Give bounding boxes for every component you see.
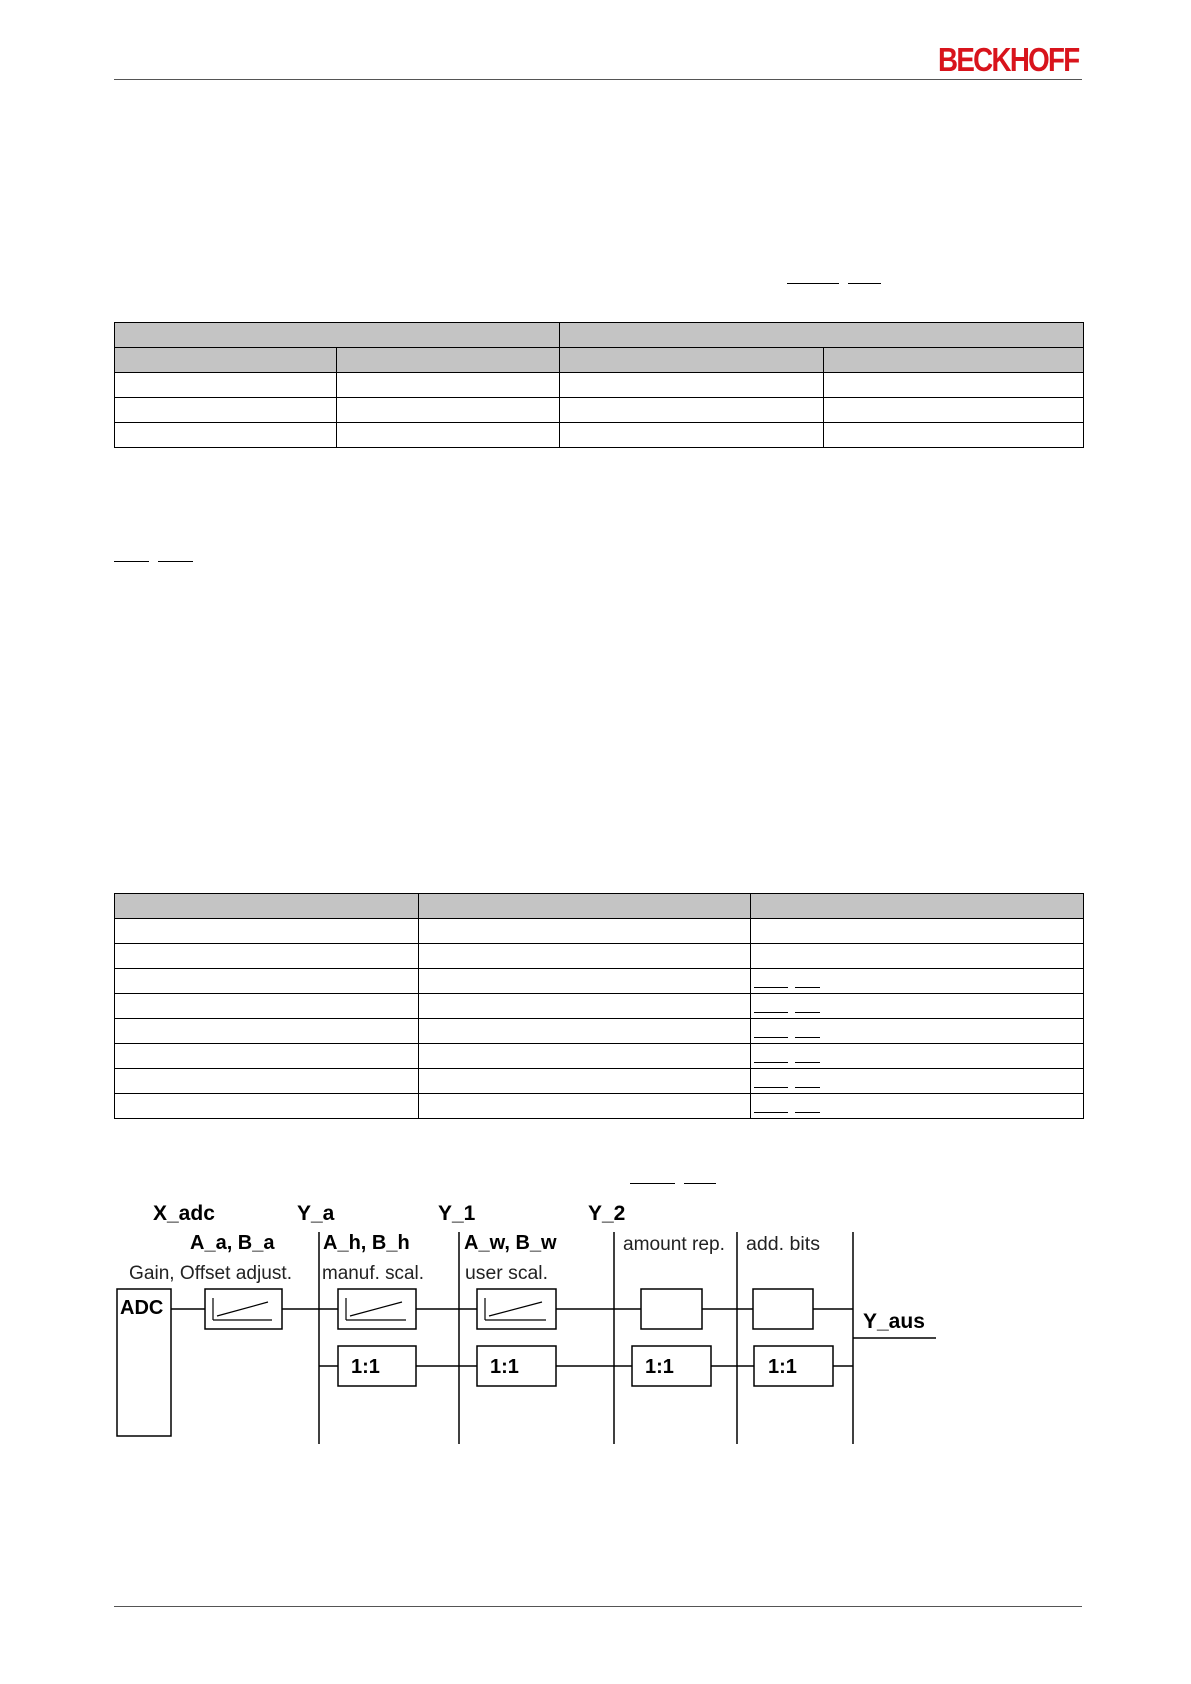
footer-rule [114,1606,1082,1607]
stage-params: A_w, B_w [464,1232,557,1254]
table-link-cell[interactable] [751,1019,1084,1044]
signal-label-y-1: Y_1 [438,1202,476,1225]
table-link-cell[interactable] [751,994,1084,1019]
table-cell [115,1069,419,1094]
table-header-cell [824,348,1084,373]
table-header-row [115,323,1084,348]
table-cell [115,423,337,448]
table-cell [115,398,337,423]
table-row [115,398,1084,423]
table-cell [115,969,419,994]
link-underline[interactable] [158,561,193,562]
table-row [115,373,1084,398]
table-header-row [115,894,1084,919]
signal-label-x-adc: X_adc [153,1202,215,1225]
link-underline[interactable] [630,1183,675,1184]
table-subheader-row [115,348,1084,373]
table-cell [419,944,751,969]
signal-label-y-2: Y_2 [588,1202,626,1225]
adc-label: ADC [120,1297,164,1319]
bypass-label: 1:1 [351,1356,380,1378]
amount-rep-block [641,1289,702,1329]
table-row [115,1019,1084,1044]
table-header-cell [337,348,560,373]
table-row [115,944,1084,969]
table-cell [560,423,824,448]
table-cell [419,919,751,944]
stage-desc: user scal. [465,1263,548,1284]
table-header-cell [560,348,824,373]
signal-label-y-a: Y_a [297,1202,335,1225]
link-underline[interactable] [114,561,149,562]
table-cell [337,398,560,423]
table-row [115,994,1084,1019]
link-underline[interactable] [787,283,839,284]
table-link-cell[interactable] [751,1094,1084,1119]
brand-logo: BECKHOFF [938,41,1079,78]
table-cell [115,1019,419,1044]
table-row [115,1069,1084,1094]
table-row [115,919,1084,944]
table-header-cell [419,894,751,919]
stage-desc: Gain, Offset adjust. [129,1263,292,1284]
table-cell [115,373,337,398]
table-cell [751,944,1084,969]
table-cell [337,373,560,398]
table-cell [419,1094,751,1119]
table-header-cell [115,323,560,348]
table-link-cell[interactable] [751,1069,1084,1094]
table-header-cell [751,894,1084,919]
stage-params: A_h, B_h [323,1232,410,1254]
add-bits-block [753,1289,813,1329]
table-cell [560,398,824,423]
table-row [115,1044,1084,1069]
link-underline[interactable] [848,283,881,284]
table-cell [337,423,560,448]
table-link-cell[interactable] [751,1044,1084,1069]
bypass-label: 1:1 [645,1356,674,1378]
table-link-cell[interactable] [751,969,1084,994]
stage-params: A_a, B_a [190,1232,275,1254]
bypass-label: 1:1 [768,1356,797,1378]
table-row [115,1094,1084,1119]
table-cell [419,1069,751,1094]
ramp-icon [213,1298,272,1320]
table-cell [115,994,419,1019]
table-header-cell [115,348,337,373]
ramp-icon [346,1298,406,1320]
table-cell [824,398,1084,423]
table-cell [824,373,1084,398]
table-cell [824,423,1084,448]
table-cell [560,373,824,398]
table-header-cell [560,323,1084,348]
table-2 [114,893,1084,1119]
table-cell [115,1044,419,1069]
table-row [115,423,1084,448]
header-rule [114,79,1082,80]
table-header-cell [115,894,419,919]
stage-desc: amount rep. [623,1234,725,1255]
table-cell [419,1019,751,1044]
bypass-label: 1:1 [490,1356,519,1378]
table-cell [115,1094,419,1119]
signal-processing-diagram [0,1185,1191,1445]
table-cell [419,994,751,1019]
table-cell [751,919,1084,944]
table-cell [419,1044,751,1069]
stage-desc: manuf. scal. [322,1263,424,1284]
table-cell [115,919,419,944]
link-underline[interactable] [684,1183,716,1184]
table-1 [114,322,1084,448]
ramp-icon [485,1298,546,1320]
signal-label-y-aus: Y_aus [863,1310,925,1333]
table-cell [115,944,419,969]
table-cell [419,969,751,994]
table-row [115,969,1084,994]
stage-desc: add. bits [746,1234,820,1255]
